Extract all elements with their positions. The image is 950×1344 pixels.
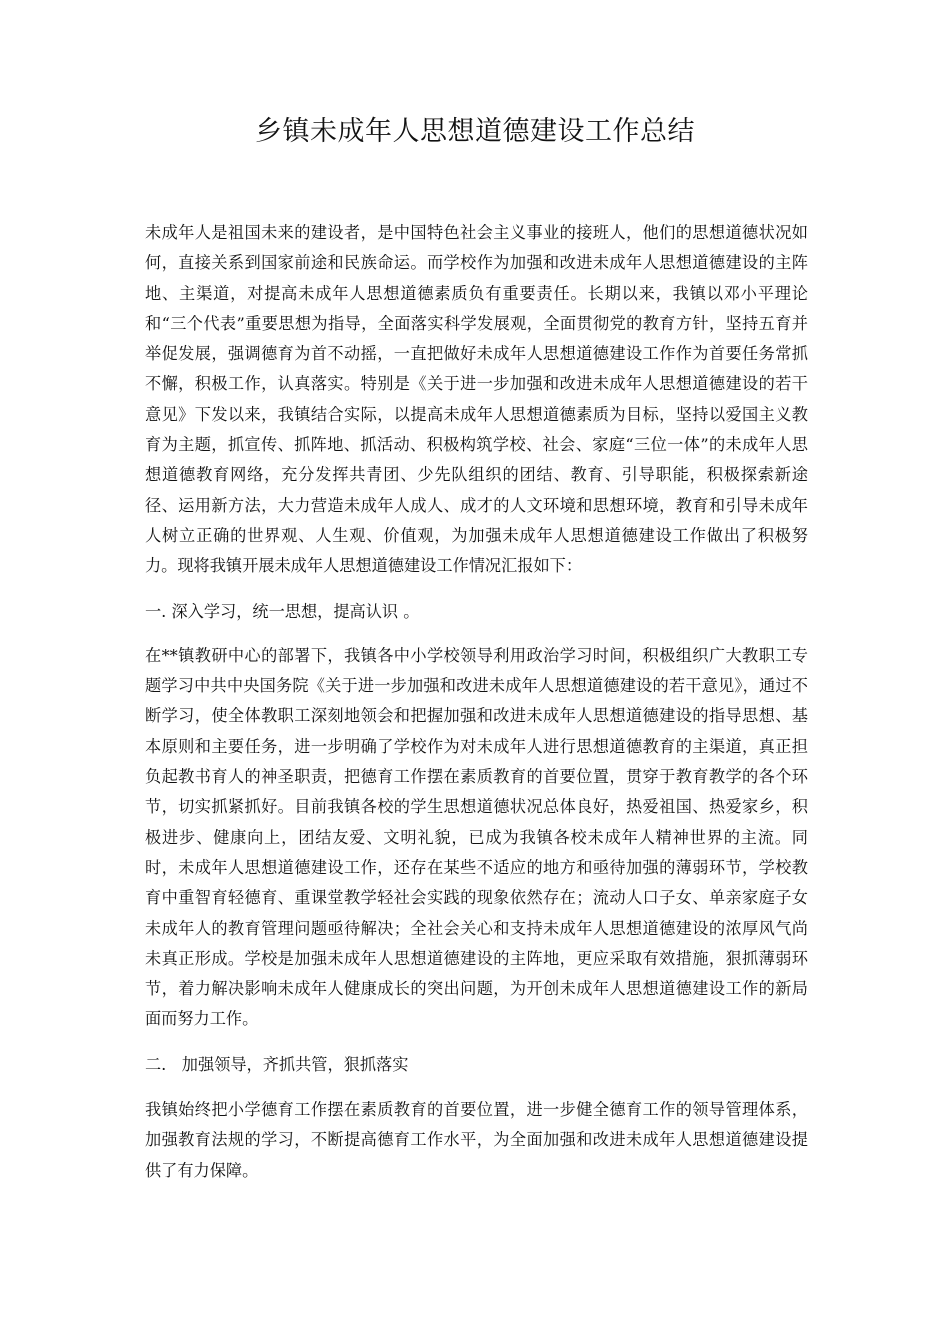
paragraph-intro: 未成年人是祖国未来的建设者，是中国特色社会主义事业的接班人，他们的思想道德状况如何，直接关系到国家前途和民族命运。而学校作为加强和改进未成年人思想道德建设的主阵地、主渠道，对提高未成年人思想道德素质负有重要责任。长期以来，我镇以邓小平理论和“三个代表”重要思想为指导，全面落实科学发展观，全面贯彻党的教育方针，坚持五育并举促发展，强调德育为首不动摇，一直把做好未成年人思想道德建设工作作为首要任务常抓不懈，积极工作，认真落实。特别是《关于进一步加强和改进未成年人思想道德建设的若干意见》下发以来，我镇结合实际，以提高未成年人思想道德素质为目标，坚持以爱国主义教育为主题，抓宣传、抓阵地、抓活动、积极构筑学校、社会、家庭“三位一体”的未成年人思想道德教育网络，充分发挥共青团、少先队组织的团结、教育、引导职能，积极探索新途径、运用新方法，大力营造未成年人成人、成才的人文环境和思想环境，教育和引导未成年人树立正确的世界观、人生观、价值观，为加强未成年人思想道德建设工作做出了积极努力。现将我镇开展未成年人思想道德建设工作情况汇报如下： [145,223,808,576]
paragraph-section-2: 我镇始终把小学德育工作摆在素质教育的首要位置，进一步健全德育工作的领导管理体系，加强教育法规的学习，不断提高德育工作水平，为全面加强和改进未成年人思想道德建设提供了有力保障。 [145,1100,808,1180]
section-heading-2: 二. 加强领导，齐抓共管，狠抓落实 [145,1054,409,1074]
document-body [145,218,808,1186]
document-title: 乡镇未成年人思想道德建设工作总结 [255,116,695,147]
paragraph-section-1: 在**镇教研中心的部署下，我镇各中小学校领导利用政治学习时间，积极组织广大教职工专题学习中共中央国务院《关于进一步加强和改进未成年人思想道德建设的若干意见》，通过不断学习，使全体教职工深刻地领会和把握加强和改进未成年人思想道德建设的指导思想、基本原则和主要任务，进一步明确了学校作为对未成年人进行思想道德教育的主渠道，真正担负起教书育人的神圣职责，把德育工作摆在素质教育的首要位置，贯穿于教育教学的各个环节，切实抓紧抓好。目前我镇各校的学生思想道德状况总体良好，热爱祖国、热爱家乡，积极进步、健康向上，团结友爱、文明礼貌，已成为我镇各校未成年人精神世界的主流。同时，未成年人思想道德建设工作，还存在某些不适应的地方和亟待加强的薄弱环节，学校教育中重智育轻德育、重课堂教学轻社会实践的现象依然存在；流动人口子女、单亲家庭子女未成年人的教育管理问题亟待解决；全社会关心和支持未成年人思想道德建设的浓厚风气尚未真正形成。学校是加强未成年人思想道德建设的主阵地，更应采取有效措施，狠抓薄弱环节，着力解决影响未成年人健康成长的突出问题，为开创未成年人思想道德建设工作的新局面而努力工作。 [145,645,808,1029]
section-heading-1: 一. 深入学习，统一思想，提高认识 。 [145,601,420,621]
